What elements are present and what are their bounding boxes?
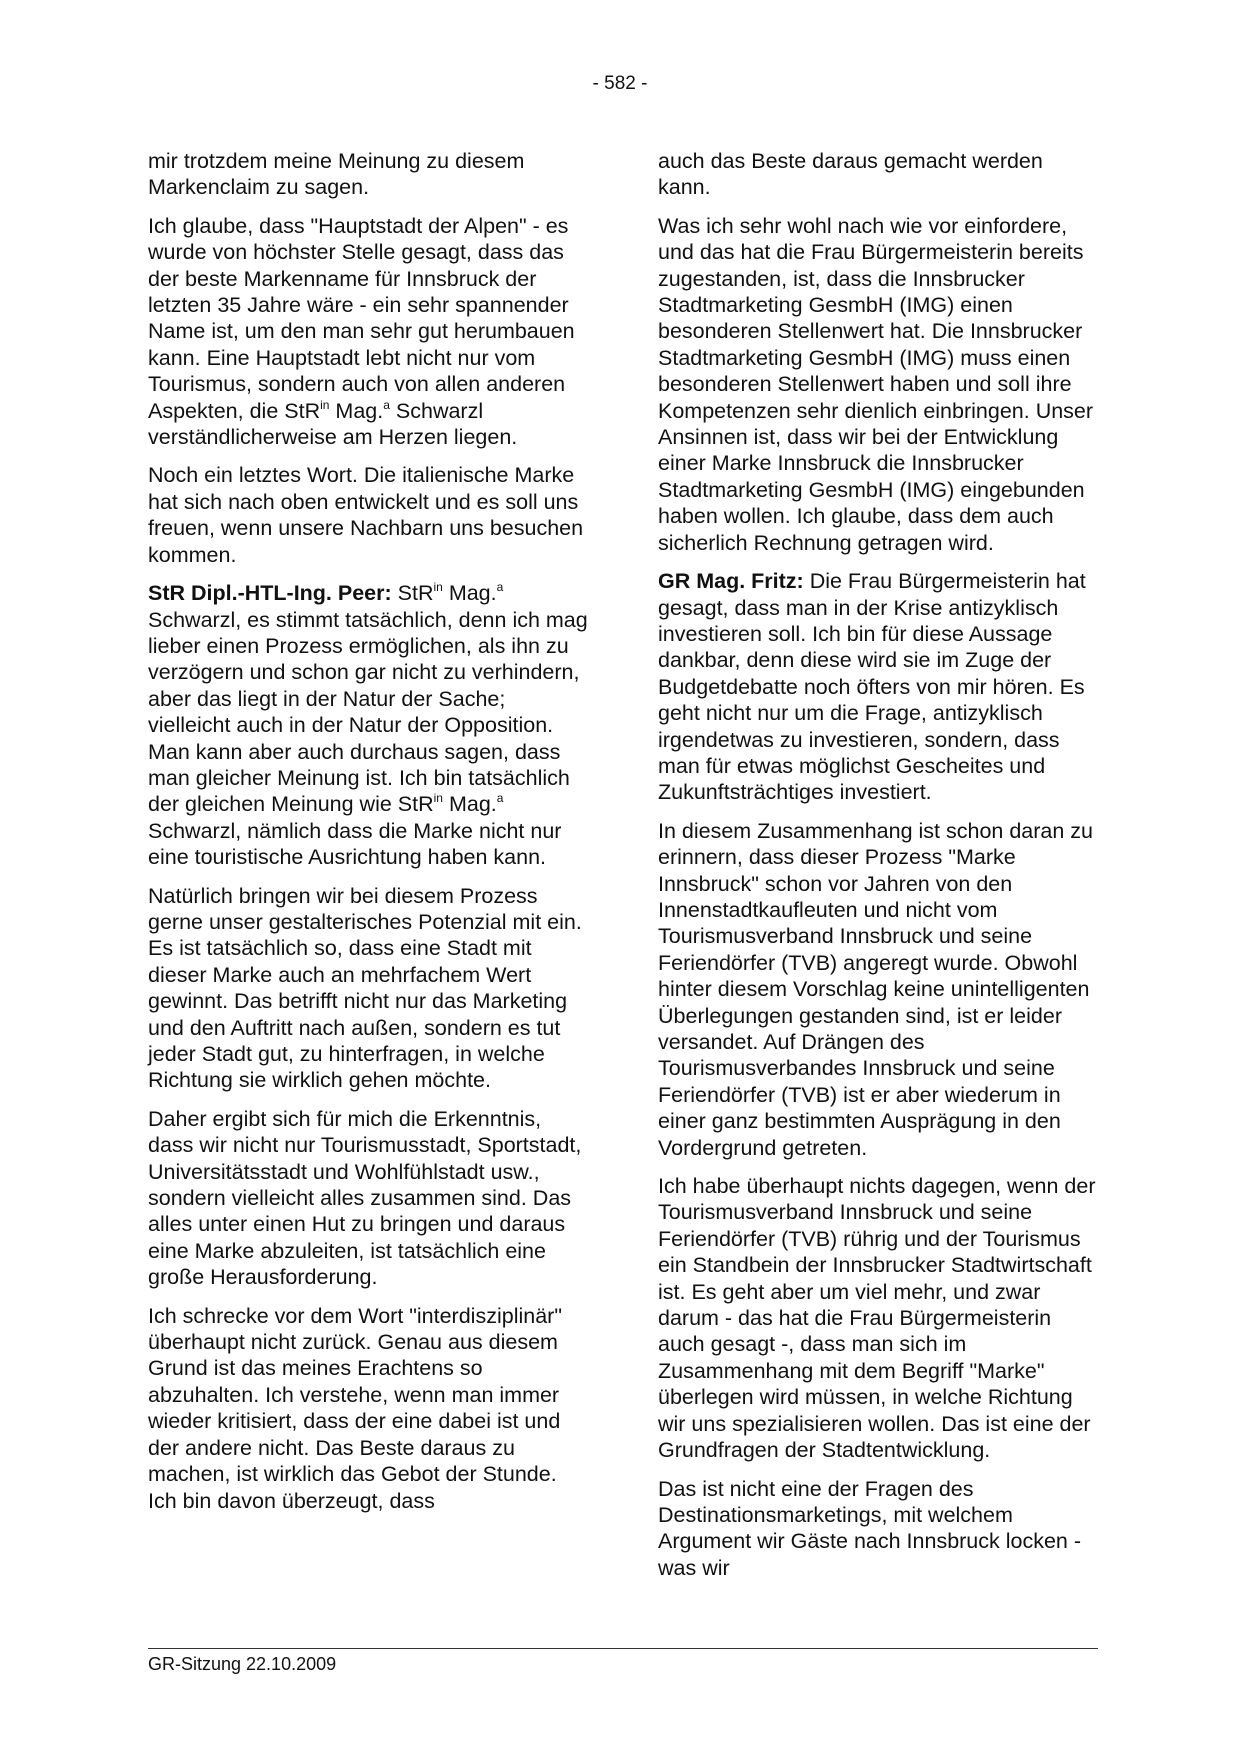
paragraph — [148, 213, 588, 451]
right-column — [658, 148, 1098, 1593]
text: Schwarzl verständlicherweise am Herzen liegen. — [148, 398, 518, 450]
superscript: a — [496, 580, 504, 595]
paragraph: Natürlich bringen wir bei diesem Prozess gerne unser gestalterisches Potenzial mit ein. Es ist tatsächlich so, dass eine Stadt mit dieser Marke auch an mehrfachem Wert gewinnt. Das betrifft nicht nur das Marketing und den Auftritt nach außen, sondern es tut jeder Stadt gut, zu hinterfragen, in welche Richtung sie wirklich gehen möchte. — [148, 883, 582, 1093]
superscript: in — [320, 397, 330, 412]
footer-text: GR-Sitzung 22.10.2009 — [148, 1654, 337, 1674]
footer-divider — [148, 1648, 1098, 1649]
text: Die Frau Bürgermeisterin hat gesagt, dass man in der Krise antizyklisch investieren soll. Ich bin für diese Aussage dankbar, denn diese wird sie im Zuge der Budgetdebatte noch öfters von mir hören. Es geht nicht nur um die Frage, antizyklisch irgendetwas zu investieren, sondern, dass man für etwas möglichst Gescheites und Zukunftsträchtiges investiert. — [658, 569, 1086, 805]
paragraph: auch das Beste daraus gemacht werden kann. — [658, 149, 1043, 200]
superscript: in — [433, 791, 443, 806]
paragraph: mir trotzdem meine Meinung zu diesem Markenclaim zu sagen. — [148, 149, 525, 200]
paragraph: In diesem Zusammenhang ist schon daran zu erinnern, dass dieser Prozess "Marke Innsbruck" schon vor Jahren von den Innenstadtkaufleuten und nicht vom Tourismusverband Innsbruck und seine Feriendörfer (TVB) angeregt wurde. Obwohl hinter diesem Vorschlag keine unintelligenten Überlegungen gestanden sind, ist er leider versandet. Auf Drängen des Tourismusverbandes Innsbruck und seine Feriendörfer (TVB) ist er aber wiederum in einer ganz bestimmten Ausprägung in den Vordergrund getreten. — [658, 818, 1094, 1160]
paragraph: Ich schrecke vor dem Wort "interdisziplinär" überhaupt nicht zurück. Genau aus diesem Grund ist das meines Erachtens so abzuhalten. Ich verstehe, wenn man immer wieder kritisiert, dass der eine dabei ist und der andere nicht. Das Beste daraus zu machen, ist wirklich das Gebot der Stunde. Ich bin davon überzeugt, dass — [148, 1303, 562, 1513]
speaker-name: GR Mag. Fritz: — [658, 569, 804, 594]
page-number: - 582 - — [592, 73, 648, 94]
paragraph: Noch ein letztes Wort. Die italienische Marke hat sich nach oben entwickelt und es soll uns freuen, wenn unsere Nachbarn uns besuchen kommen. — [148, 463, 584, 567]
superscript: a — [383, 397, 390, 412]
superscript: in — [433, 580, 443, 595]
paragraph: Was ich sehr wohl nach wie vor einfordere, und das hat die Frau Bürgermeisterin bereits zugestanden, ist, dass die Innsbrucker Stadtmarketing GesmbH (IMG) einen besonderen Stellenwert hat. Die Innsbrucker Stadtmarketing GesmbH (IMG) muss einen besonderen Stellenwert haben und soll ihre Kompetenzen sehr dienlich einbringen. Unser Ansinnen ist, dass wir bei der Entwicklung einer Marke Innsbruck die Innsbrucker Stadtmarketing GesmbH (IMG) eingebunden haben wollen. Ich glaube, dass dem auch sicherlich Rechnung getragen wird. — [658, 213, 1094, 555]
text: Mag. — [442, 581, 497, 606]
paragraph: Das ist nicht eine der Fragen des Destinationsmarketings, mit welchem Argument wir Gäste nach Innsbruck locken - was wir — [658, 1476, 1082, 1580]
paragraph — [658, 568, 1098, 806]
superscript: a — [496, 791, 504, 806]
left-column — [148, 148, 588, 1526]
text: Schwarzl, es stimmt tatsächlich, denn ich mag lieber einen Prozess ermöglichen, als ihn zu verzögern und schon gar nicht zu verhindern, aber das liegt in der Natur der Sache; vielleicht auch in der Natur der Opposition. Man kann aber auch durchaus sagen, dass man gleicher Meinung ist. Ich bin tatsächlich der gleichen Meinung wie StR — [148, 607, 588, 817]
text: Ich glaube, dass "Hauptstadt der Alpen" - es wurde von höchster Stelle gesagt, dass das der beste Markenname für Innsbruck der letzten 35 Jahre wäre - ein sehr spannender Name ist, um den man sehr gut herumbauen kann. Eine Hauptstadt lebt nicht nur vom Tourismus, sondern auch von allen anderen Aspekten, die StR — [148, 213, 575, 423]
speaker-name: StR Dipl.-HTL-Ing. Peer: — [148, 581, 392, 606]
text: Mag. — [329, 398, 384, 423]
text: StR — [391, 581, 434, 606]
paragraph: Daher ergibt sich für mich die Erkenntnis, dass wir nicht nur Tourismusstadt, Sportstadt, Universitätsstadt und Wohlfühlstadt usw., sondern vielleicht alles zusammen sind. Das alles unter einen Hut zu bringen und daraus eine Marke abzuleiten, ist tatsächlich eine große Herausforderung. — [148, 1106, 582, 1290]
text: Mag. — [442, 792, 497, 817]
paragraph: Ich habe überhaupt nichts dagegen, wenn der Tourismusverband Innsbruck und seine Feriendörfer (TVB) rührig und der Tourismus ein Standbein der Innsbrucker Stadtwirtschaft ist. Es geht aber um viel mehr, und zwar darum - das hat die Frau Bürgermeisterin auch gesagt -, dass man sich im Zusammenhang mit dem Begriff "Marke" überlegen wird müssen, in welche Richtung wir uns spezialisieren wollen. Das ist eine der Grundfragen der Stadtentwicklung. — [658, 1174, 1096, 1463]
paragraph — [148, 580, 588, 870]
text: Schwarzl, nämlich dass die Marke nicht nur eine touristische Ausrichtung haben kann. — [148, 818, 562, 870]
